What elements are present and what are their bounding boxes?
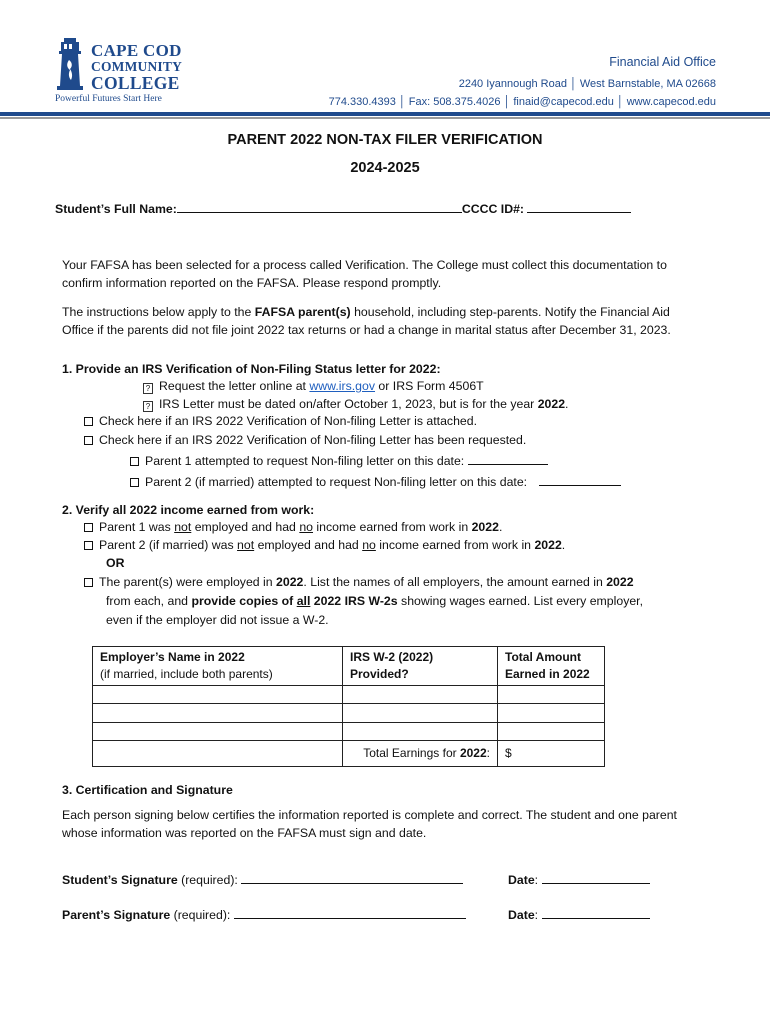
parent-signature-line	[62, 907, 466, 925]
employer-cell[interactable]	[93, 722, 343, 740]
header-text: Total Amount	[505, 650, 581, 664]
irs-link[interactable]: www.irs.gov	[309, 379, 376, 393]
text: employed and had	[191, 520, 300, 534]
text-bold: provide copies of	[191, 594, 297, 608]
total-year: 2022	[459, 745, 487, 760]
checkbox[interactable]	[84, 541, 93, 550]
text: from each, and	[106, 594, 192, 608]
text: income earned from work in	[375, 538, 535, 552]
text: or IRS Form 4506T	[375, 379, 484, 393]
header-text: Employer’s Name in 2022	[100, 650, 245, 664]
text-underline: not	[237, 538, 255, 552]
required-text: (required):	[177, 873, 242, 887]
section1-bullet1	[143, 378, 484, 396]
text: The parent(s) were employed in	[99, 575, 277, 589]
checkbox[interactable]	[84, 523, 93, 532]
student-signature-line	[62, 872, 463, 890]
total-row-blank-cell	[93, 740, 343, 766]
currency-symbol: $	[505, 745, 512, 760]
amount-cell[interactable]	[498, 703, 605, 722]
date-colon: :	[534, 873, 542, 887]
checkbox-label: Parent 2 (if married) attempted to request Non-filing letter on this date:	[145, 475, 528, 489]
checkbox[interactable]	[84, 578, 93, 587]
text-bold: 2022	[534, 538, 562, 552]
checkbox-label: Check here if an IRS 2022 Verification of Non-filing Letter has been requested.	[99, 433, 527, 447]
section2-option3-line3: even if the employer did not issue a W-2.	[106, 613, 329, 627]
student-date-line	[508, 872, 650, 890]
fax: Fax: 508.375.4026	[408, 95, 501, 108]
header-rule-blue	[0, 112, 770, 116]
cccc-id-field[interactable]	[527, 201, 631, 213]
phone-line: 774.330.4393 │ Fax: 508.375.4026 │ finaid@capecod.edu │ www.capecod.edu	[328, 95, 716, 108]
header-rule-gray	[0, 117, 770, 119]
page-subtitle: 2024-2025	[350, 160, 420, 176]
text: Parent 2 (if married) was	[99, 538, 238, 552]
text-underline: not	[174, 520, 192, 534]
checkbox[interactable]	[130, 478, 139, 487]
section1-bullet2	[143, 396, 568, 414]
office-name: Financial Aid Office	[609, 55, 716, 69]
section1-heading: 1. Provide an IRS Verification of Non-Filing Status letter for 2022:	[62, 362, 441, 376]
table-row	[93, 722, 605, 740]
text: household, including step-parents. Notify the Financial Aid	[350, 305, 670, 319]
section2-heading: 2. Verify all 2022 income earned from work:	[62, 503, 315, 517]
required-text: (required):	[170, 908, 234, 922]
amount-cell[interactable]	[498, 685, 605, 703]
parent-signature-field[interactable]	[234, 907, 466, 919]
lighthouse-icon	[55, 38, 85, 92]
text: income earned from work in	[313, 520, 472, 534]
text-bold-underline: all	[296, 594, 311, 608]
text: The instructions below apply to the	[62, 305, 255, 319]
checkbox[interactable]	[84, 417, 93, 426]
header-subtext: (if married, include both parents)	[100, 666, 273, 681]
table-total-row	[93, 740, 605, 766]
table-row	[93, 685, 605, 703]
phone: 774.330.4393	[328, 95, 396, 108]
w2-cell[interactable]	[343, 722, 498, 740]
student-name-field[interactable]	[177, 201, 462, 213]
parent2-date-field[interactable]	[539, 474, 621, 486]
student-name-label: Student’s Full Name:	[55, 202, 177, 216]
student-info-line	[55, 201, 631, 219]
text: employed and had	[254, 538, 363, 552]
text-bold: 2022	[537, 397, 566, 411]
intro-para2-line1	[62, 304, 670, 322]
table-header-amount	[498, 647, 605, 686]
city-address: West Barnstable, MA 02668	[579, 78, 716, 90]
intro-para1-line2: confirm information reported on the FAFSA. Please respond promptly.	[62, 276, 442, 290]
section2-option1	[84, 519, 502, 537]
text: .	[565, 397, 569, 411]
text: Parent 1 was	[99, 520, 175, 534]
text: IRS Letter must be dated on/after October 1, 2023, but is for the year	[159, 397, 538, 411]
section2-option2	[84, 537, 565, 555]
contact-block	[329, 52, 716, 111]
logo-line-2: COMMUNITY	[91, 59, 183, 74]
section3-heading: 3. Certification and Signature	[62, 783, 233, 797]
student-date-field[interactable]	[542, 872, 650, 884]
parent-signature-label: Parent’s Signature	[62, 908, 171, 922]
total-label: Total Earnings for	[363, 745, 460, 760]
table-header-w2	[343, 647, 498, 686]
total-label-cell	[343, 740, 498, 766]
address-line: 2240 Iyannough Road │ West Barnstable, MA 02668	[458, 78, 716, 90]
header-text: IRS W-2 (2022)	[350, 650, 434, 664]
logo-line-3: COLLEGE	[91, 72, 180, 93]
text: showing wages earned. List every employer,	[397, 594, 644, 608]
amount-cell[interactable]	[498, 722, 605, 740]
table-header-row	[93, 647, 605, 686]
intro-para1-line1: Your FAFSA has been selected for a process called Verification. The College must collect this documentation to	[62, 258, 667, 272]
page-title: PARENT 2022 NON-TAX FILER VERIFICATION	[227, 132, 543, 148]
section1-check2	[84, 432, 526, 450]
text-bold: 2022	[276, 575, 304, 589]
checkbox-label: Check here if an IRS 2022 Verification of Non-filing Letter is attached.	[99, 414, 477, 428]
checkbox[interactable]	[130, 457, 139, 466]
section3-line1: Each person signing below certifies the information reported is complete and correct. The student and one parent	[62, 808, 677, 822]
date-label: Date	[508, 908, 535, 922]
table-row	[93, 703, 605, 722]
student-signature-label: Student’s Signature	[62, 873, 178, 887]
logo-tagline: Powerful Futures Start Here	[55, 94, 162, 104]
section1-parent2	[130, 474, 621, 492]
website-link[interactable]: www.capecod.edu	[626, 95, 716, 108]
text-bold: 2022	[471, 520, 499, 534]
student-signature-field[interactable]	[241, 872, 463, 884]
total-amount-cell[interactable]	[498, 740, 605, 766]
text: .	[498, 520, 503, 534]
text: . List the names of all employers, the amount earned in	[303, 575, 607, 589]
section2-or: OR	[106, 556, 125, 570]
parent-date-line	[508, 907, 650, 925]
employer-cell[interactable]	[93, 685, 343, 703]
text: Request the letter online at	[159, 379, 310, 393]
cccc-id-label: CCCC ID#:	[461, 202, 528, 216]
parent-date-field[interactable]	[542, 907, 650, 919]
text-underline: no	[362, 538, 376, 552]
missing-glyph-icon: ?	[143, 401, 153, 412]
w2-cell[interactable]	[343, 703, 498, 722]
date-colon: :	[534, 908, 542, 922]
employer-table	[92, 646, 605, 767]
section2-option3-line1	[84, 574, 634, 592]
section1-parent1	[130, 453, 548, 471]
text: .	[561, 538, 566, 552]
w2-cell[interactable]	[343, 685, 498, 703]
header-text: Provided?	[350, 666, 409, 681]
logo-line-1: CAPE COD	[91, 41, 182, 60]
text-underline: no	[299, 520, 314, 534]
header-text: Earned in 2022	[505, 666, 590, 681]
table-header-employer	[93, 647, 343, 686]
total-colon: :	[486, 745, 490, 760]
employer-cell[interactable]	[93, 703, 343, 722]
section3-line2: whose information was reported on the FAFSA must sign and date.	[62, 826, 427, 840]
college-logo	[55, 38, 183, 104]
missing-glyph-icon: ?	[143, 383, 153, 394]
section2-option3-line2	[106, 593, 643, 611]
parent1-date-field[interactable]	[468, 453, 548, 465]
street-address: 2240 Iyannough Road	[458, 78, 567, 90]
section1-check1	[84, 413, 477, 431]
email-link[interactable]: finaid@capecod.edu	[513, 95, 614, 108]
checkbox-label: Parent 1 attempted to request Non-filing letter on this date:	[145, 454, 465, 468]
text-bold: 2022 IRS W-2s	[310, 594, 398, 608]
intro-para2-line2: Office if the parents did not file joint 2022 tax returns or had a change in marital status after December 31, 2023.	[62, 323, 671, 337]
date-label: Date	[508, 873, 535, 887]
text-bold: FAFSA parent(s)	[254, 305, 351, 319]
checkbox[interactable]	[84, 436, 93, 445]
text-bold: 2022	[606, 575, 634, 589]
